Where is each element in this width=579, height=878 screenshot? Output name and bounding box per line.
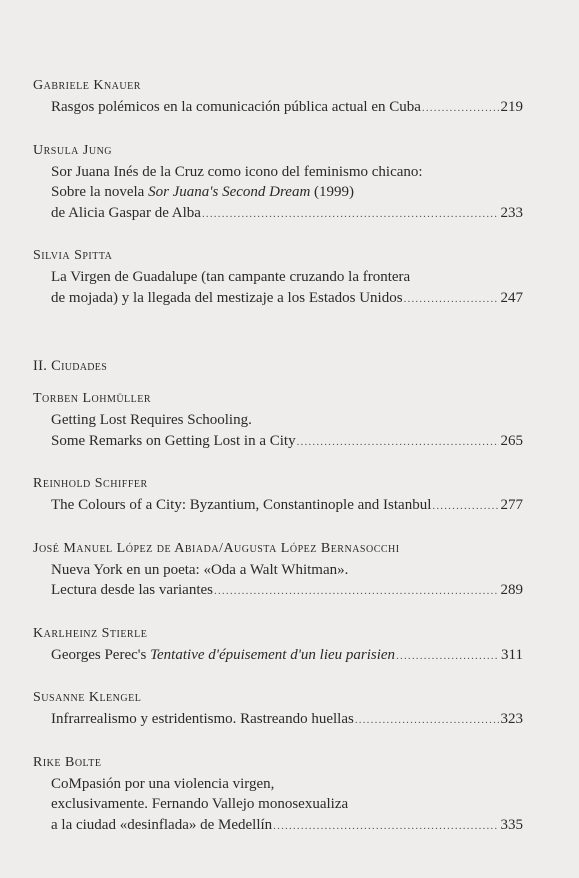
entry-title (51, 645, 395, 666)
entry-title-line (33, 97, 523, 119)
entry-title-line (33, 203, 523, 225)
entry-author: Karlheinz Stierle (33, 625, 148, 641)
entry-title-line (33, 815, 523, 837)
entry-title-line (33, 431, 523, 453)
dot-leader (396, 646, 499, 667)
entry-title: Infrarrealismo y estridentismo. Rastreando huellas (51, 711, 354, 727)
entry-title-line (33, 495, 523, 517)
entry-title-part: (1999) (310, 184, 355, 200)
entry-title: Rasgos polémicos en la comunicación pública actual en Cuba (51, 99, 421, 115)
entry-author: Rike Bolte (33, 754, 102, 770)
dot-leader (273, 816, 498, 837)
entry-title-line (33, 580, 523, 602)
entry-author: Ursula Jung (33, 142, 113, 158)
entry-page-number: 219 (500, 99, 523, 115)
toc-entry (33, 474, 523, 517)
dot-leader (432, 496, 498, 517)
entry-page-number: 265 (500, 432, 523, 449)
entry-title-line: Sor Juana Inés de la Cruz como icono del feminismo chicano: (51, 163, 423, 180)
entry-author: Reinhold Schiffer (33, 476, 148, 491)
entry-title-italic: Sor Juana's Second Dream (148, 184, 311, 200)
dot-leader (355, 710, 499, 731)
entry-title: Lectura desde las variantes (51, 582, 214, 598)
entry-title-line: exclusivamente. Fernando Vallejo monosexualiza (51, 796, 349, 812)
entry-author: Silvia Spitta (33, 248, 113, 263)
toc-entry (33, 246, 523, 309)
entry-author: Gabriele Knauer (33, 78, 141, 93)
entry-author: Susanne Klengel (33, 690, 142, 705)
entry-title-line (33, 288, 523, 310)
entry-page-number: 323 (500, 711, 523, 727)
entry-page-number: 247 (500, 289, 523, 306)
entry-title-line (33, 182, 523, 203)
entry-title-part: Sobre la novela (51, 184, 149, 200)
table-of-contents (33, 76, 523, 858)
entry-title: a la ciudad «desinflada» de Medellín (51, 816, 273, 833)
dot-leader (202, 204, 499, 225)
entry-title: de mojada) y la llegada del mestizaje a los Estados Unidos (51, 289, 403, 306)
entry-title-line (33, 709, 523, 731)
dot-leader (422, 98, 499, 119)
entry-title-line: Getting Lost Requires Schooling. (51, 412, 252, 428)
entry-page-number: 335 (500, 816, 523, 833)
entry-title-line (33, 645, 523, 667)
entry-page-number: 289 (500, 582, 523, 598)
entry-author: José Manuel López de Abiada/Augusta López Bernasocchi (33, 540, 400, 556)
entry-title: de Alicia Gaspar de Alba (51, 204, 201, 221)
entry-title: Some Remarks on Getting Lost in a City (51, 432, 296, 449)
entry-page-number: 311 (501, 646, 523, 663)
entry-title-part: Georges Perec's (51, 646, 151, 663)
toc-entry (33, 141, 523, 225)
toc-entry (33, 688, 523, 731)
entry-title: The Colours of a City: Byzantium, Constantinople and Istanbul (51, 497, 432, 513)
toc-entry (33, 753, 523, 837)
entry-title-line: CoMpasión por una violencia virgen, (51, 775, 275, 792)
dot-leader (214, 581, 498, 602)
entry-author: Torben Lohmüller (33, 391, 152, 406)
dot-leader (297, 432, 499, 453)
entry-title-line: Nueva York en un poeta: «Oda a Walt Whitman». (51, 561, 349, 578)
entry-title-italic: Tentative d'épuisement d'un lieu parisien (150, 646, 396, 663)
toc-entry (33, 389, 523, 452)
toc-entry (33, 76, 523, 119)
entry-title-line: La Virgen de Guadalupe (tan campante cruzando la frontera (51, 269, 411, 285)
dot-leader (404, 289, 499, 310)
toc-entry (33, 539, 523, 602)
entry-page-number: 277 (500, 497, 523, 513)
toc-entry (33, 624, 523, 667)
entry-page-number: 233 (500, 204, 523, 221)
section-heading: II. Ciudades (33, 358, 108, 374)
